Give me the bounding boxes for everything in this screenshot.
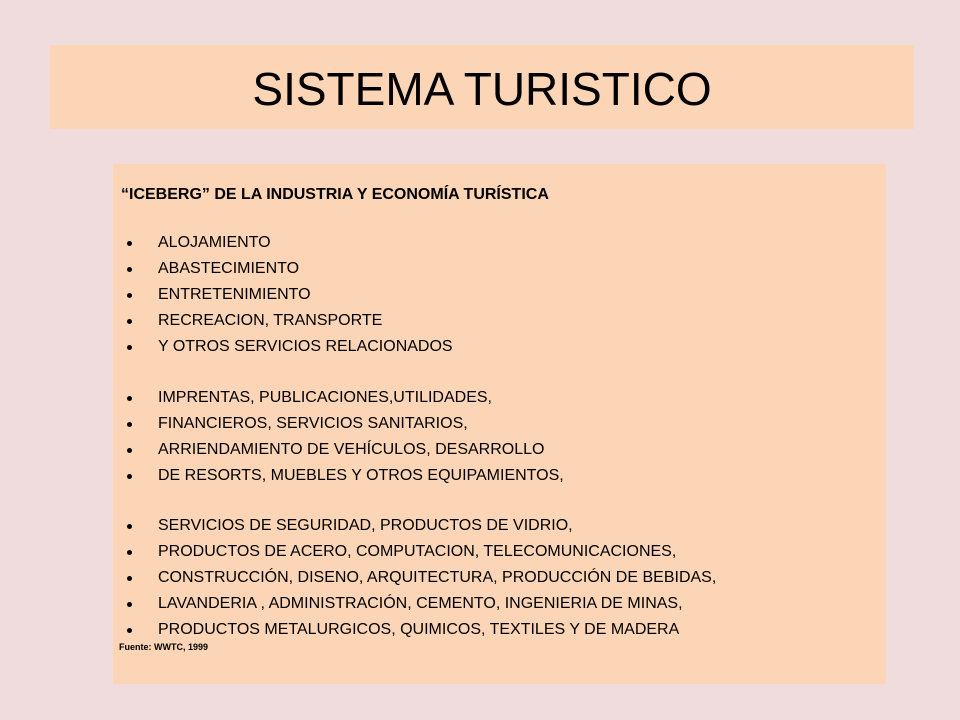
bullet-dot-icon (127, 241, 132, 246)
bullet-item (127, 467, 564, 485)
bullet-text: ARRIENDAMIENTO DE VEHÍCULOS, DESARROLLO (158, 441, 545, 458)
bullet-item (127, 441, 544, 459)
bullet-text: IMPRENTAS, PUBLICACIONES,UTILIDADES, (158, 389, 492, 406)
source-note: Fuente: WWTC, 1999 (119, 642, 209, 652)
bullet-text: LAVANDERIA , ADMINISTRACIÓN, CEMENTO, INGENIERIA DE MINAS, (158, 595, 683, 612)
slide-subtitle: “ICEBERG” DE LA INDUSTRIA Y ECONOMÍA TURÍSTICA (121, 186, 549, 203)
bullet-dot-icon (127, 422, 132, 427)
bullet-dot-icon (127, 319, 132, 324)
bullet-text: ALOJAMIENTO (158, 234, 271, 251)
bullet-dot-icon (127, 550, 132, 555)
bullet-dot-icon (127, 345, 132, 350)
bullet-text: DE RESORTS, MUEBLES Y OTROS EQUIPAMIENTOS, (158, 467, 564, 484)
bullet-dot-icon (127, 628, 132, 633)
bullet-item (127, 595, 683, 613)
bullet-text: RECREACION, TRANSPORTE (158, 312, 383, 329)
bullet-item (127, 569, 716, 587)
bullet-text: PRODUCTOS METALURGICOS, QUIMICOS, TEXTILES Y DE MADERA (158, 621, 680, 638)
bullet-text: ENTRETENIMIENTO (158, 286, 311, 303)
bullet-item (127, 415, 468, 433)
bullet-text: SERVICIOS DE SEGURIDAD, PRODUCTOS DE VIDRIO, (158, 517, 573, 534)
bullet-dot-icon (127, 396, 132, 401)
bullet-item (127, 621, 679, 639)
bullet-text: Y OTROS SERVICIOS RELACIONADOS (158, 338, 453, 355)
content-box (113, 164, 886, 684)
bullet-item (127, 260, 299, 278)
bullet-dot-icon (127, 524, 132, 529)
bullet-item (127, 286, 311, 304)
bullet-dot-icon (127, 448, 132, 453)
bullet-item (127, 517, 573, 535)
bullet-item (127, 234, 271, 252)
bullet-text: PRODUCTOS DE ACERO, COMPUTACION, TELECOMUNICACIONES, (158, 543, 677, 560)
bullet-text: FINANCIEROS, SERVICIOS SANITARIOS, (158, 415, 468, 432)
bullet-text: ABASTECIMIENTO (158, 260, 300, 277)
slide-title: SISTEMA TURISTICO (252, 63, 712, 115)
bullet-dot-icon (127, 474, 132, 479)
bullet-item (127, 389, 492, 407)
bullet-dot-icon (127, 602, 132, 607)
bullet-item (127, 543, 676, 561)
bullet-item (127, 338, 453, 356)
title-band (50, 45, 914, 129)
bullet-dot-icon (127, 576, 132, 581)
bullet-dot-icon (127, 267, 132, 272)
bullet-text: CONSTRUCCIÓN, DISENO, ARQUITECTURA, PRODUCCIÓN DE BEBIDAS, (158, 569, 717, 586)
bullet-dot-icon (127, 293, 132, 298)
bullet-item (127, 312, 382, 330)
